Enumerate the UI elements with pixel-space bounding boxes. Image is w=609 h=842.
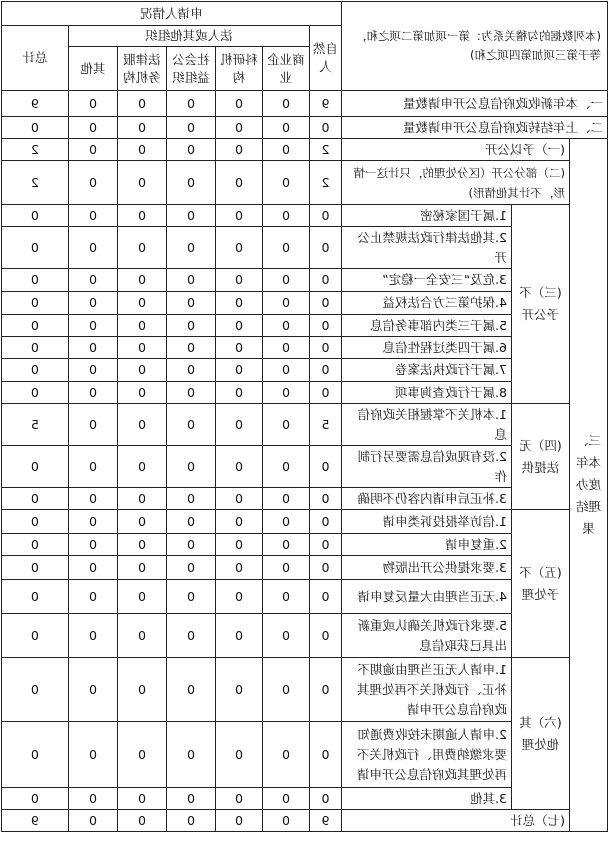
value-cell: 0: [215, 205, 262, 227]
value-cell: 0: [262, 810, 309, 832]
value-cell: 0: [68, 117, 117, 139]
value-cell: 0: [117, 269, 166, 292]
row-label: 一、本年新收政府信息公开申请数量: [341, 91, 607, 117]
value-cell: 0: [117, 510, 166, 534]
value-cell: 0: [262, 315, 309, 337]
value-cell: 0: [215, 359, 262, 382]
row-label: 7.属于行政执法案卷: [341, 359, 511, 382]
value-cell: 0: [1, 534, 68, 556]
value-cell: 0: [262, 161, 309, 205]
value-cell: 0: [68, 534, 117, 556]
value-cell: 0: [1, 382, 68, 404]
value-cell: 0: [68, 139, 117, 161]
value-cell: 0: [262, 510, 309, 534]
value-cell: 9: [1, 91, 68, 117]
header-note-cell: [341, 2, 607, 91]
table-row: [1, 404, 607, 446]
value-cell: 9: [309, 810, 341, 832]
value-cell: 0: [68, 556, 117, 580]
value-cell: 0: [166, 556, 215, 580]
row-label: 8.属于行政查询事项: [341, 382, 511, 404]
value-cell: 0: [1, 227, 68, 269]
col-public-welfare-org: 社会公益组织: [166, 47, 215, 91]
group-six-title: (六）其他处理: [512, 658, 570, 810]
row-label: 3.要求提供公开出版物: [341, 556, 511, 580]
value-cell: 0: [262, 788, 309, 810]
value-cell: 0: [117, 227, 166, 269]
row-label: (一）予以公开: [341, 139, 569, 161]
value-cell: 0: [1, 269, 68, 292]
row-label: 4.无正当理由大量反复申请: [341, 580, 511, 614]
disclosure-statistics-table: [1, 1, 608, 832]
row-label: 2.其他法律行政法规禁止公开: [341, 227, 511, 269]
value-cell: 0: [117, 580, 166, 614]
value-cell: 0: [68, 161, 117, 205]
value-cell: 0: [215, 161, 262, 205]
value-cell: 0: [68, 658, 117, 722]
group-five-title: (五）不予处理: [512, 510, 570, 658]
value-cell: 0: [262, 658, 309, 722]
row-label: 3.补正后申请内容仍不明确: [341, 488, 511, 510]
header-note: (本列数据的勾稽关系为：第一项加第二项之和，等于第三项加第四项之和): [355, 29, 601, 62]
group-four-title: (四）无法提供: [512, 404, 570, 510]
value-cell: 0: [1, 510, 68, 534]
value-cell: 0: [68, 488, 117, 510]
value-cell: 0: [166, 382, 215, 404]
value-cell: 0: [117, 556, 166, 580]
value-cell: 0: [68, 359, 117, 382]
value-cell: 0: [262, 580, 309, 614]
value-cell: 0: [1, 788, 68, 810]
value-cell: 0: [68, 269, 117, 292]
value-cell: 0: [166, 315, 215, 337]
value-cell: 0: [166, 91, 215, 117]
value-cell: 0: [1, 488, 68, 510]
value-cell: 0: [309, 510, 341, 534]
row-label: 3.危及“三安全一稳定”: [341, 269, 511, 292]
value-cell: 0: [215, 227, 262, 269]
value-cell: 0: [117, 614, 166, 658]
value-cell: 0: [166, 534, 215, 556]
value-cell: 0: [166, 117, 215, 139]
table-row: [1, 161, 607, 205]
value-cell: 0: [1, 315, 68, 337]
value-cell: 0: [1, 614, 68, 658]
row-label: 1.申请人无正当理由逾期不补正、行政机关不再处理其政府信息公开申请: [341, 658, 511, 722]
value-cell: 0: [166, 488, 215, 510]
value-cell: 0: [117, 359, 166, 382]
value-cell: 0: [215, 556, 262, 580]
value-cell: 0: [1, 337, 68, 359]
value-cell: 0: [68, 315, 117, 337]
value-cell: 0: [117, 292, 166, 315]
value-cell: 0: [262, 404, 309, 446]
value-cell: 0: [117, 315, 166, 337]
value-cell: 0: [309, 292, 341, 315]
value-cell: 0: [309, 269, 341, 292]
row-label: 二、上年结转政府信息公开申请数量: [341, 117, 607, 139]
value-cell: 0: [68, 446, 117, 488]
value-cell: 0: [1, 359, 68, 382]
value-cell: 0: [117, 810, 166, 832]
value-cell: 0: [262, 139, 309, 161]
value-cell: 0: [1, 556, 68, 580]
value-cell: 0: [166, 359, 215, 382]
value-cell: 0: [166, 614, 215, 658]
table-row: [1, 205, 607, 227]
value-cell: 0: [309, 722, 341, 788]
value-cell: 0: [309, 614, 341, 658]
value-cell: 0: [262, 722, 309, 788]
value-cell: 0: [68, 227, 117, 269]
value-cell: 0: [309, 534, 341, 556]
value-cell: 0: [215, 534, 262, 556]
value-cell: 0: [215, 139, 262, 161]
value-cell: 0: [309, 658, 341, 722]
value-cell: 0: [215, 117, 262, 139]
value-cell: 0: [166, 161, 215, 205]
total-header: 总计: [1, 26, 68, 91]
table-row: [1, 117, 607, 139]
value-cell: 0: [166, 205, 215, 227]
value-cell: 9: [1, 810, 68, 832]
value-cell: 0: [309, 382, 341, 404]
value-cell: 0: [117, 117, 166, 139]
value-cell: 0: [309, 315, 341, 337]
value-cell: 0: [262, 117, 309, 139]
value-cell: 0: [117, 337, 166, 359]
value-cell: 0: [215, 510, 262, 534]
value-cell: 0: [1, 722, 68, 788]
row-label: (二）部分公开（区分处理的，只计这一情形，不计其他情形): [341, 161, 569, 205]
value-cell: 0: [262, 91, 309, 117]
value-cell: 0: [166, 404, 215, 446]
value-cell: 0: [215, 446, 262, 488]
value-cell: 0: [68, 580, 117, 614]
value-cell: 0: [309, 788, 341, 810]
value-cell: 0: [215, 382, 262, 404]
value-cell: 0: [68, 382, 117, 404]
col-legal-service-org: 法律服务机构: [117, 47, 166, 91]
table-row: [1, 510, 607, 534]
value-cell: 0: [215, 658, 262, 722]
value-cell: 0: [166, 658, 215, 722]
value-cell: 0: [215, 269, 262, 292]
value-cell: 0: [166, 510, 215, 534]
value-cell: 0: [166, 580, 215, 614]
value-cell: 0: [1, 117, 68, 139]
value-cell: 0: [309, 205, 341, 227]
value-cell: 0: [262, 534, 309, 556]
group-three-title: (三）不予公开: [512, 205, 570, 404]
legal-entity-group-header: 法人或其他组织: [68, 26, 309, 47]
value-cell: 5: [1, 404, 68, 446]
value-cell: 2: [1, 161, 68, 205]
value-cell: 0: [166, 269, 215, 292]
value-cell: 0: [215, 488, 262, 510]
value-cell: 0: [215, 404, 262, 446]
value-cell: 0: [1, 580, 68, 614]
table-row: [1, 810, 607, 832]
row-label: 2.没有现成信息需要另行制作: [341, 446, 511, 488]
value-cell: 0: [166, 446, 215, 488]
value-cell: 0: [166, 722, 215, 788]
col-research-institution: 科研机构: [215, 47, 262, 91]
row-label: 3.其他: [341, 788, 511, 810]
value-cell: 0: [215, 580, 262, 614]
row-label: 5.属于三类内部事务信息: [341, 315, 511, 337]
value-cell: 0: [117, 658, 166, 722]
value-cell: 0: [68, 205, 117, 227]
row-label: (七）总计: [341, 810, 569, 832]
section-three-label: 三、本年度办理结果: [570, 139, 608, 832]
value-cell: 0: [262, 205, 309, 227]
col-other: 其他: [68, 47, 117, 91]
value-cell: 0: [166, 788, 215, 810]
value-cell: 0: [68, 788, 117, 810]
value-cell: 0: [215, 614, 262, 658]
row-label: 5.要求行政机关确认或重新出具已获取信息: [341, 614, 511, 658]
value-cell: 2: [309, 139, 341, 161]
row-label: 1.本机关不掌握相关政府信息: [341, 404, 511, 446]
value-cell: 0: [117, 404, 166, 446]
value-cell: 0: [117, 534, 166, 556]
value-cell: 0: [1, 658, 68, 722]
value-cell: 0: [309, 556, 341, 580]
value-cell: 0: [117, 139, 166, 161]
value-cell: 0: [262, 488, 309, 510]
natural-person-header: 自然人: [309, 26, 341, 91]
row-label: 2.申请人逾期未按收费通知要求缴纳费用、行政机关不再处理其政府信息公开申请: [341, 722, 511, 788]
value-cell: 0: [309, 580, 341, 614]
value-cell: 0: [117, 382, 166, 404]
value-cell: 0: [1, 292, 68, 315]
value-cell: 0: [117, 788, 166, 810]
value-cell: 0: [166, 139, 215, 161]
applicant-header: 申请人情况: [1, 2, 341, 26]
value-cell: 0: [262, 337, 309, 359]
value-cell: 5: [309, 404, 341, 446]
value-cell: 0: [1, 446, 68, 488]
value-cell: 0: [68, 292, 117, 315]
value-cell: 0: [166, 337, 215, 359]
value-cell: 0: [262, 614, 309, 658]
value-cell: 0: [215, 810, 262, 832]
value-cell: 0: [68, 337, 117, 359]
value-cell: 0: [262, 292, 309, 315]
table-row: [1, 139, 607, 161]
value-cell: 0: [215, 722, 262, 788]
value-cell: 0: [215, 337, 262, 359]
value-cell: 0: [262, 227, 309, 269]
value-cell: 0: [117, 446, 166, 488]
value-cell: 9: [309, 91, 341, 117]
table-row: [1, 91, 607, 117]
value-cell: 0: [262, 269, 309, 292]
value-cell: 0: [262, 359, 309, 382]
value-cell: 0: [215, 788, 262, 810]
value-cell: 0: [215, 292, 262, 315]
value-cell: 0: [262, 382, 309, 404]
value-cell: 0: [215, 91, 262, 117]
row-label: 1.信访举报投诉类申请: [341, 510, 511, 534]
value-cell: 0: [215, 315, 262, 337]
value-cell: 0: [309, 488, 341, 510]
value-cell: 0: [309, 446, 341, 488]
value-cell: 0: [309, 337, 341, 359]
value-cell: 0: [262, 556, 309, 580]
value-cell: 0: [166, 292, 215, 315]
row-label: 6.属于四类过程性信息: [341, 337, 511, 359]
value-cell: 0: [309, 117, 341, 139]
value-cell: 0: [68, 510, 117, 534]
value-cell: 0: [262, 446, 309, 488]
row-label: 2.重复申请: [341, 534, 511, 556]
value-cell: 0: [309, 359, 341, 382]
value-cell: 0: [1, 205, 68, 227]
value-cell: 0: [166, 227, 215, 269]
row-label: 4.保护第三方合法权益: [341, 292, 511, 315]
value-cell: 0: [117, 488, 166, 510]
value-cell: 0: [68, 404, 117, 446]
value-cell: 0: [68, 614, 117, 658]
value-cell: 0: [117, 161, 166, 205]
value-cell: 0: [68, 810, 117, 832]
value-cell: 0: [68, 722, 117, 788]
value-cell: 0: [117, 205, 166, 227]
col-commercial-enterprise: 商业企业: [262, 47, 309, 91]
value-cell: 0: [117, 722, 166, 788]
table-row: [1, 658, 607, 722]
value-cell: 2: [1, 139, 68, 161]
value-cell: 0: [68, 91, 117, 117]
row-label: 1.属于国家秘密: [341, 205, 511, 227]
value-cell: 0: [309, 227, 341, 269]
value-cell: 2: [309, 161, 341, 205]
value-cell: 0: [117, 91, 166, 117]
value-cell: 0: [166, 810, 215, 832]
